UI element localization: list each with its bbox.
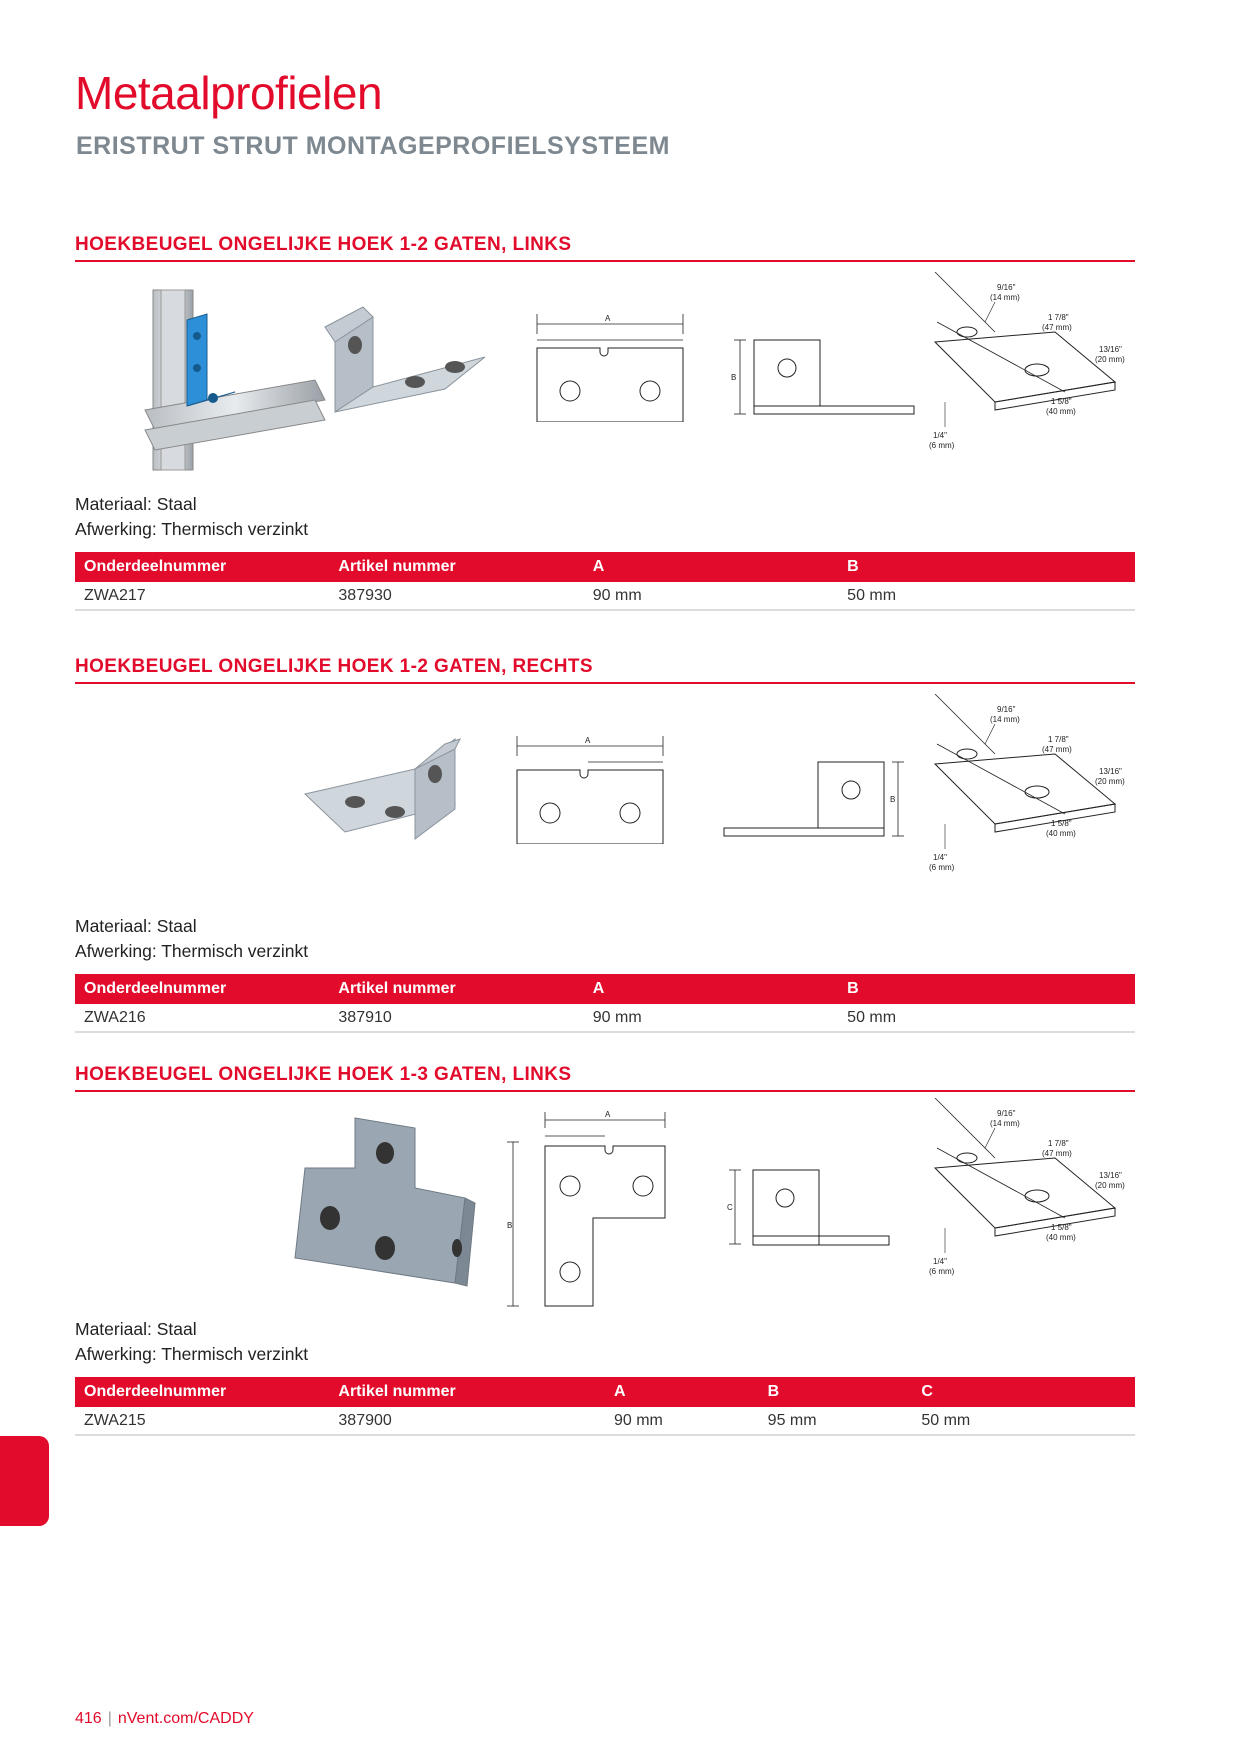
isometric-dimension-drawing xyxy=(925,272,1135,472)
dim-edge: 13/16" xyxy=(1099,345,1122,354)
product-section xyxy=(75,1064,1135,1436)
col-header: Onderdeelnummer xyxy=(75,552,329,582)
col-header: B xyxy=(838,974,1135,1004)
col-header: B xyxy=(838,552,1135,582)
product-images xyxy=(75,684,1135,914)
dim-width: 1 5/8" xyxy=(1051,397,1072,406)
dim-spacing-mm: (47 mm) xyxy=(1042,745,1072,754)
table-cell: 387900 xyxy=(329,1407,605,1435)
page-title: Metaalprofielen xyxy=(75,67,383,119)
dim-width: 1 5/8" xyxy=(1051,1223,1072,1232)
dim-spacing: 1 7/8" xyxy=(1048,313,1069,322)
finish-text: Afwerking: Thermisch verzinkt xyxy=(75,519,309,539)
product-photo-installed xyxy=(135,280,345,480)
table-row xyxy=(75,582,1135,610)
spec-table xyxy=(75,1377,1135,1436)
product-section xyxy=(75,234,1135,611)
dimension-a-label: A xyxy=(605,314,611,323)
table-cell: 90 mm xyxy=(584,582,838,610)
properties xyxy=(75,1317,1135,1367)
properties xyxy=(75,492,1135,542)
col-header: B xyxy=(759,1377,913,1407)
dim-edge: 13/16" xyxy=(1099,1171,1122,1180)
section-title: HOEKBEUGEL ONGELIJKE HOEK 1-2 GATEN, RECHTS xyxy=(75,656,1135,684)
dim-width-mm: (40 mm) xyxy=(1046,407,1076,416)
dim-width: 1 5/8" xyxy=(1051,819,1072,828)
dim-thickness-mm: (6 mm) xyxy=(929,1267,955,1276)
col-header: C xyxy=(912,1377,1135,1407)
table-row xyxy=(75,1004,1135,1032)
dim-hole-mm: (14 mm) xyxy=(990,1119,1020,1128)
material-text: Materiaal: Staal xyxy=(75,916,197,936)
dim-width-mm: (40 mm) xyxy=(1046,829,1076,838)
table-cell: 387910 xyxy=(329,1004,583,1032)
col-header: A xyxy=(584,552,838,582)
dim-edge-mm: (20 mm) xyxy=(1095,1181,1125,1190)
table-cell: 387930 xyxy=(329,582,583,610)
table-cell: 50 mm xyxy=(838,1004,1135,1032)
dim-hole: 9/16" xyxy=(997,283,1016,292)
front-view-drawing xyxy=(505,1106,685,1316)
dim-edge-mm: (20 mm) xyxy=(1095,777,1125,786)
finish-text: Afwerking: Thermisch verzinkt xyxy=(75,941,309,961)
isometric-dimension-drawing xyxy=(925,694,1135,894)
dim-thickness: 1/4" xyxy=(933,853,947,862)
product-section xyxy=(75,656,1135,1033)
dimension-a-label: A xyxy=(585,736,591,745)
dim-hole: 9/16" xyxy=(997,705,1016,714)
page-subtitle: ERISTRUT STRUT MONTAGEPROFIELSYSTEEM xyxy=(76,132,670,160)
table-row xyxy=(75,1407,1135,1435)
dim-hole-mm: (14 mm) xyxy=(990,293,1020,302)
dim-thickness: 1/4" xyxy=(933,431,947,440)
table-cell: 50 mm xyxy=(838,582,1135,610)
footer xyxy=(75,1710,254,1728)
dimension-a-label: A xyxy=(605,1110,611,1119)
page-number: 416 xyxy=(75,1710,102,1727)
dim-edge-mm: (20 mm) xyxy=(1095,355,1125,364)
table-cell: ZWA215 xyxy=(75,1407,329,1435)
dim-spacing: 1 7/8" xyxy=(1048,735,1069,744)
dim-spacing-mm: (47 mm) xyxy=(1042,323,1072,332)
dim-hole-mm: (14 mm) xyxy=(990,715,1020,724)
table-cell: ZWA217 xyxy=(75,582,329,610)
side-tab-marker xyxy=(0,1436,49,1526)
isometric-dimension-drawing xyxy=(925,1098,1135,1298)
front-view-drawing xyxy=(525,302,695,422)
front-view-drawing xyxy=(505,724,675,844)
col-header: Artikel nummer xyxy=(329,1377,605,1407)
table-cell: 90 mm xyxy=(605,1407,759,1435)
properties xyxy=(75,914,1135,964)
table-cell: 95 mm xyxy=(759,1407,913,1435)
dimension-b-label: B xyxy=(731,373,737,382)
spec-table xyxy=(75,552,1135,611)
dim-thickness: 1/4" xyxy=(933,1257,947,1266)
table-cell: 90 mm xyxy=(584,1004,838,1032)
table-cell: 50 mm xyxy=(912,1407,1135,1435)
section-title: HOEKBEUGEL ONGELIJKE HOEK 1-2 GATEN, LINKS xyxy=(75,234,1135,262)
footer-link[interactable]: nVent.com/CADDY xyxy=(117,1710,254,1727)
material-text: Materiaal: Staal xyxy=(75,1319,197,1339)
dimension-b-label: B xyxy=(890,795,896,804)
col-header: Onderdeelnummer xyxy=(75,974,329,1004)
product-photo xyxy=(285,1108,485,1298)
dim-thickness-mm: (6 mm) xyxy=(929,863,955,872)
dim-edge: 13/16" xyxy=(1099,767,1122,776)
col-header: Artikel nummer xyxy=(329,552,583,582)
product-photo xyxy=(295,714,495,864)
material-text: Materiaal: Staal xyxy=(75,494,197,514)
product-images xyxy=(75,1092,1135,1317)
finish-text: Afwerking: Thermisch verzinkt xyxy=(75,1344,309,1364)
col-header: Onderdeelnummer xyxy=(75,1377,329,1407)
dimension-c-label: C xyxy=(727,1203,733,1212)
table-cell: ZWA216 xyxy=(75,1004,329,1032)
dim-width-mm: (40 mm) xyxy=(1046,1233,1076,1242)
dim-spacing-mm: (47 mm) xyxy=(1042,1149,1072,1158)
col-header: A xyxy=(584,974,838,1004)
product-images xyxy=(75,262,1135,492)
col-header: Artikel nummer xyxy=(329,974,583,1004)
spec-table xyxy=(75,974,1135,1033)
section-title: HOEKBEUGEL ONGELIJKE HOEK 1-3 GATEN, LINKS xyxy=(75,1064,1135,1092)
dim-thickness-mm: (6 mm) xyxy=(929,441,955,450)
dimension-b-label: B xyxy=(507,1221,513,1230)
dim-hole: 9/16" xyxy=(997,1109,1016,1118)
col-header: A xyxy=(605,1377,759,1407)
footer-separator: | xyxy=(107,1710,112,1727)
product-photo xyxy=(315,297,495,437)
dim-spacing: 1 7/8" xyxy=(1048,1139,1069,1148)
